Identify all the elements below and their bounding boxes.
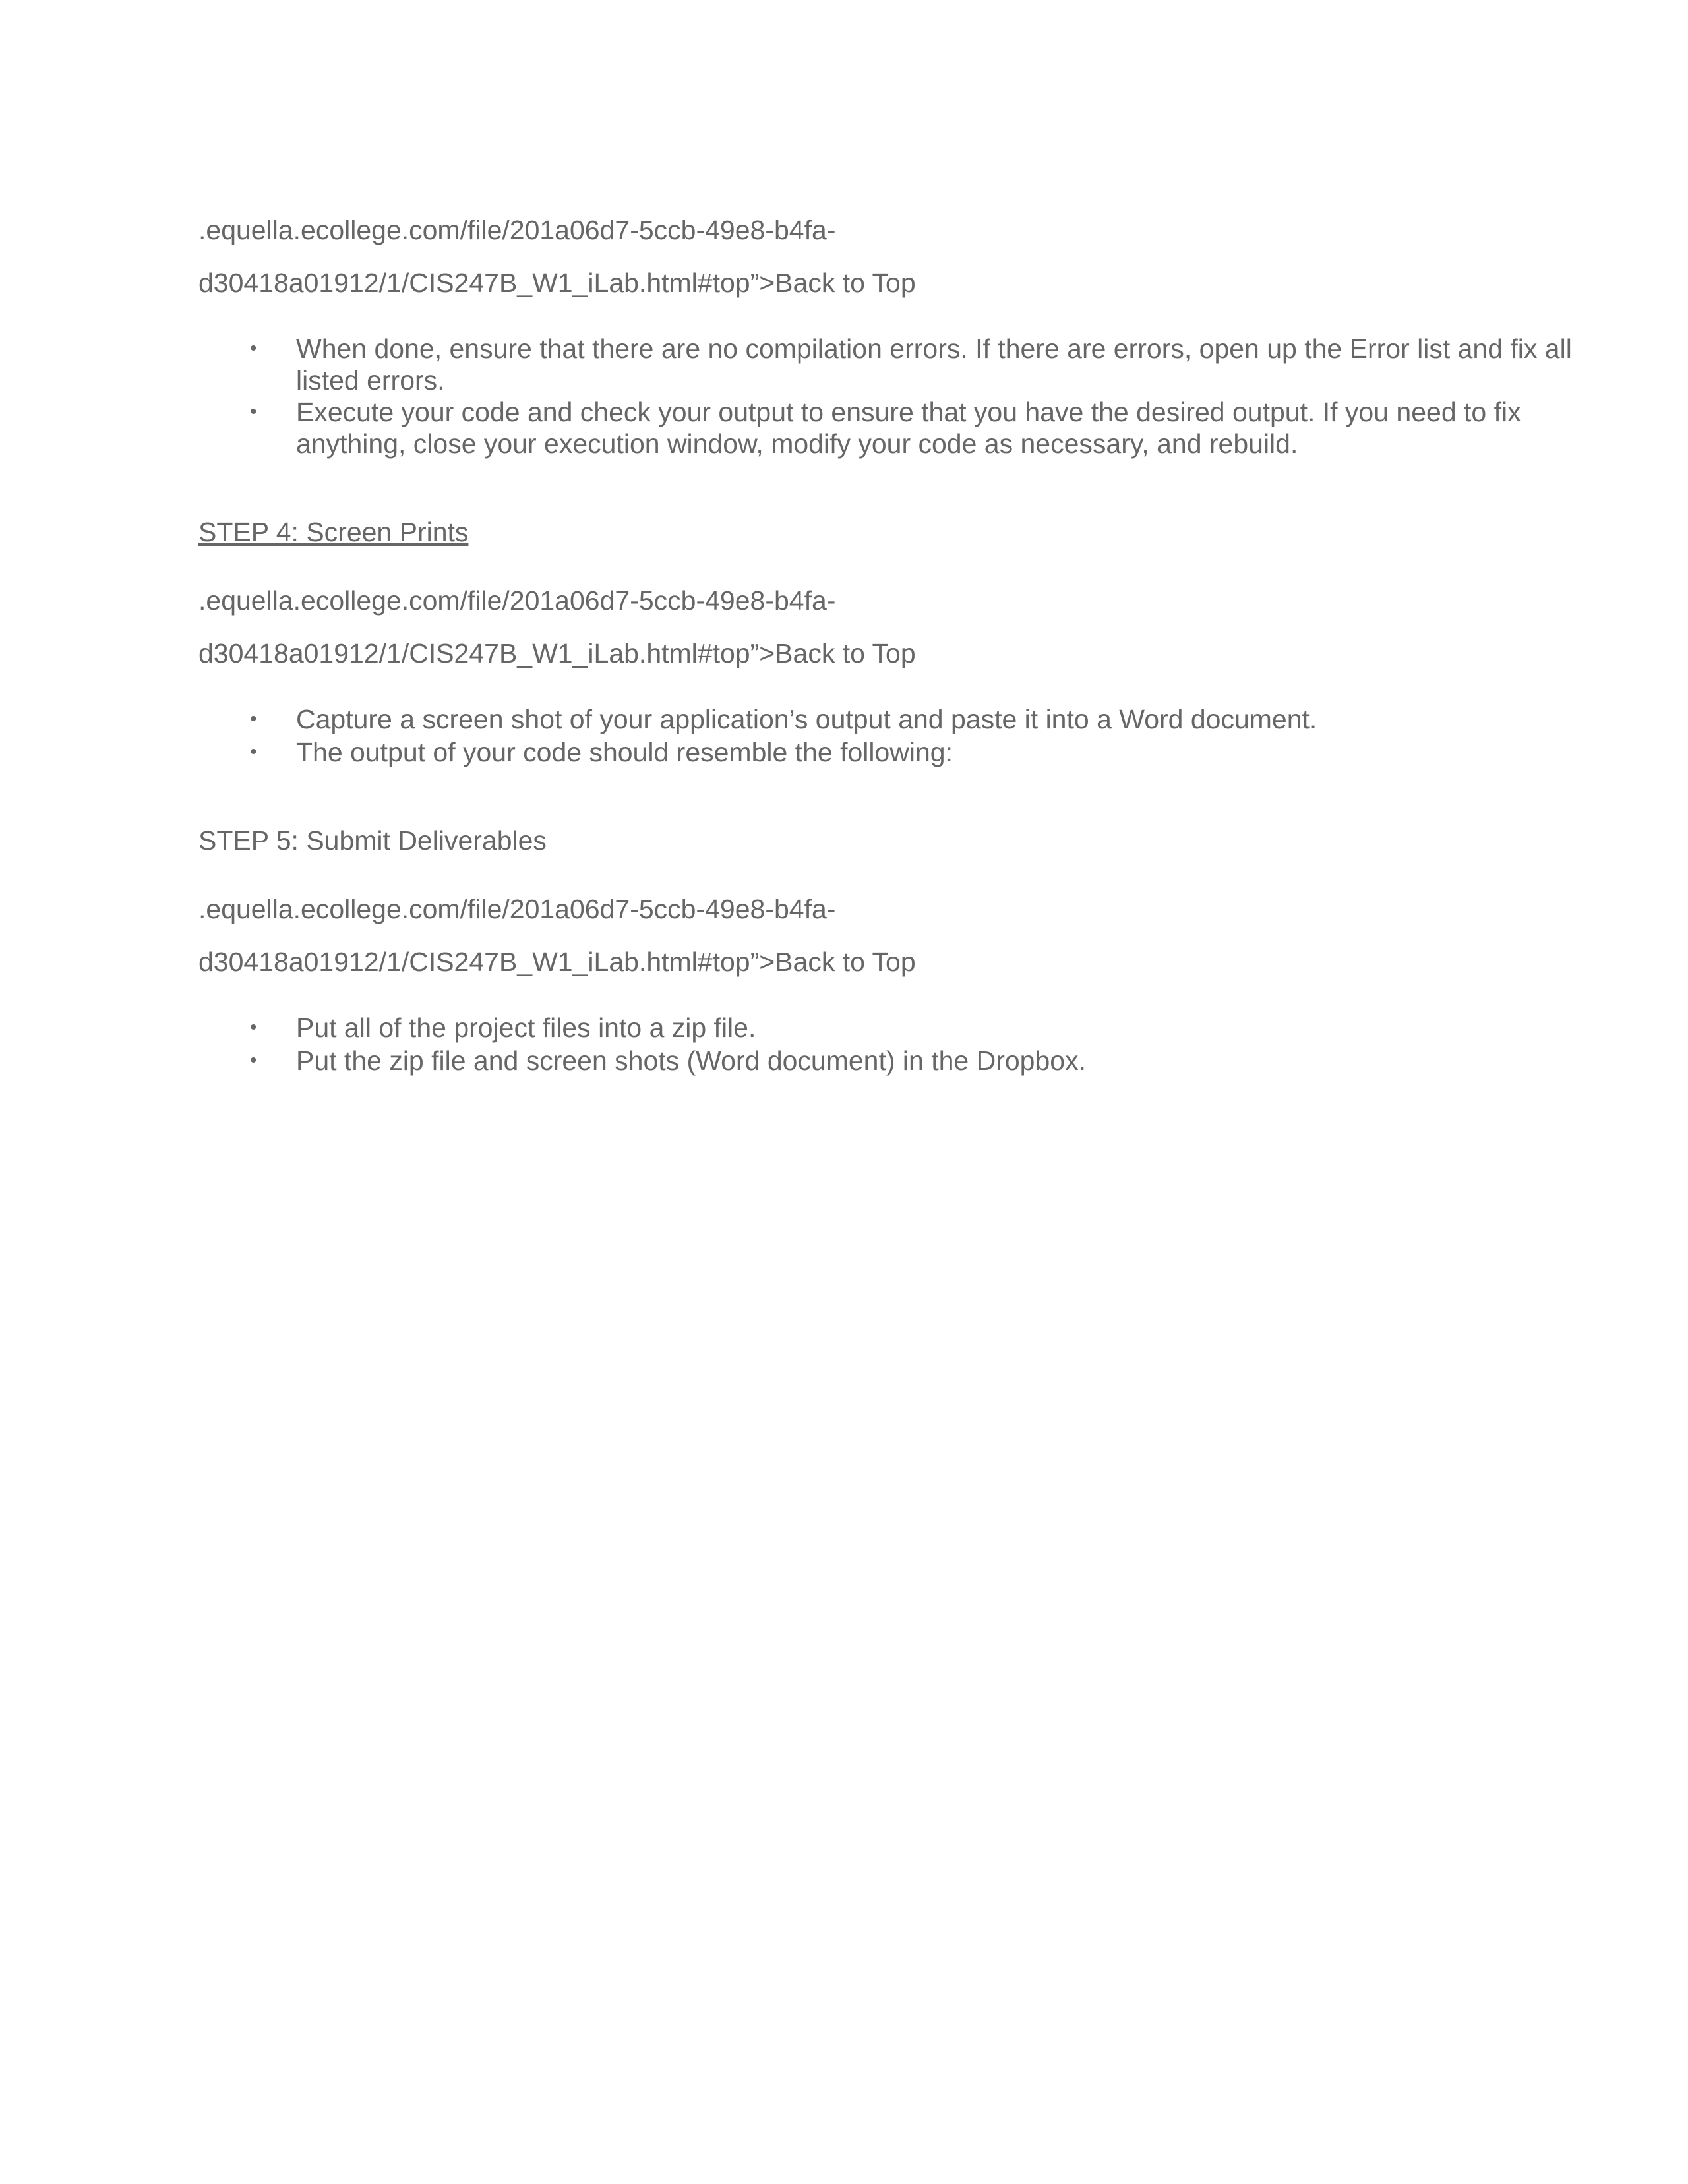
bullet-icon: • <box>250 708 257 730</box>
document-page <box>198 214 1572 1078</box>
bullet-icon: • <box>250 741 257 763</box>
list-item-text: Put all of the project files into a zip file. <box>296 1013 756 1043</box>
list-item <box>198 1045 1583 1077</box>
back-to-top-url-line-1: .equella.ecollege.com/file/201a06d7-5ccb-49e8-b4fa- <box>198 894 836 924</box>
list-item <box>198 1012 1583 1044</box>
back-to-top-url-line-1: .equella.ecollege.com/file/201a06d7-5ccb-49e8-b4fa- <box>198 585 836 616</box>
bullet-icon: • <box>250 401 257 423</box>
list-item <box>198 736 1583 768</box>
back-to-top-url-line-1: .equella.ecollege.com/file/201a06d7-5ccb-49e8-b4fa- <box>198 215 836 245</box>
list-item <box>198 396 1583 459</box>
back-to-top-url-line-2[interactable]: d30418a01912/1/CIS247B_W1_iLab.html#top”>Back to Top <box>198 638 916 668</box>
list-item <box>198 333 1583 396</box>
back-to-top-url-line-2[interactable]: d30418a01912/1/CIS247B_W1_iLab.html#top”>Back to Top <box>198 268 916 298</box>
step-4-heading: STEP 4: Screen Prints <box>198 517 469 547</box>
list-item-text: Execute your code and check your output to ensure that you have the desired output. If you need to fix anything, close your execution window, modify your code as necessary, and rebuild. <box>296 397 1521 459</box>
step-3-bullet-list <box>198 333 1572 459</box>
bullet-icon: • <box>250 1017 257 1038</box>
list-item-text: The output of your code should resemble the following: <box>296 737 953 767</box>
back-to-top-url-line-2[interactable]: d30418a01912/1/CIS247B_W1_iLab.html#top”>Back to Top <box>198 947 916 977</box>
list-item <box>198 703 1583 735</box>
step-4-bullet-list <box>198 703 1491 768</box>
list-item-text: When done, ensure that there are no compilation errors. If there are errors, open up the Error list and fix all listed errors. <box>296 334 1572 396</box>
list-item-text: Capture a screen shot of your application’s output and paste it into a Word document. <box>296 704 1317 734</box>
step-5-bullet-list <box>198 1012 1491 1077</box>
bullet-icon: • <box>250 1049 257 1071</box>
bullet-icon: • <box>250 338 257 359</box>
list-item-text: Put the zip file and screen shots (Word document) in the Dropbox. <box>296 1046 1086 1076</box>
step-5-heading: STEP 5: Submit Deliverables <box>198 825 547 856</box>
